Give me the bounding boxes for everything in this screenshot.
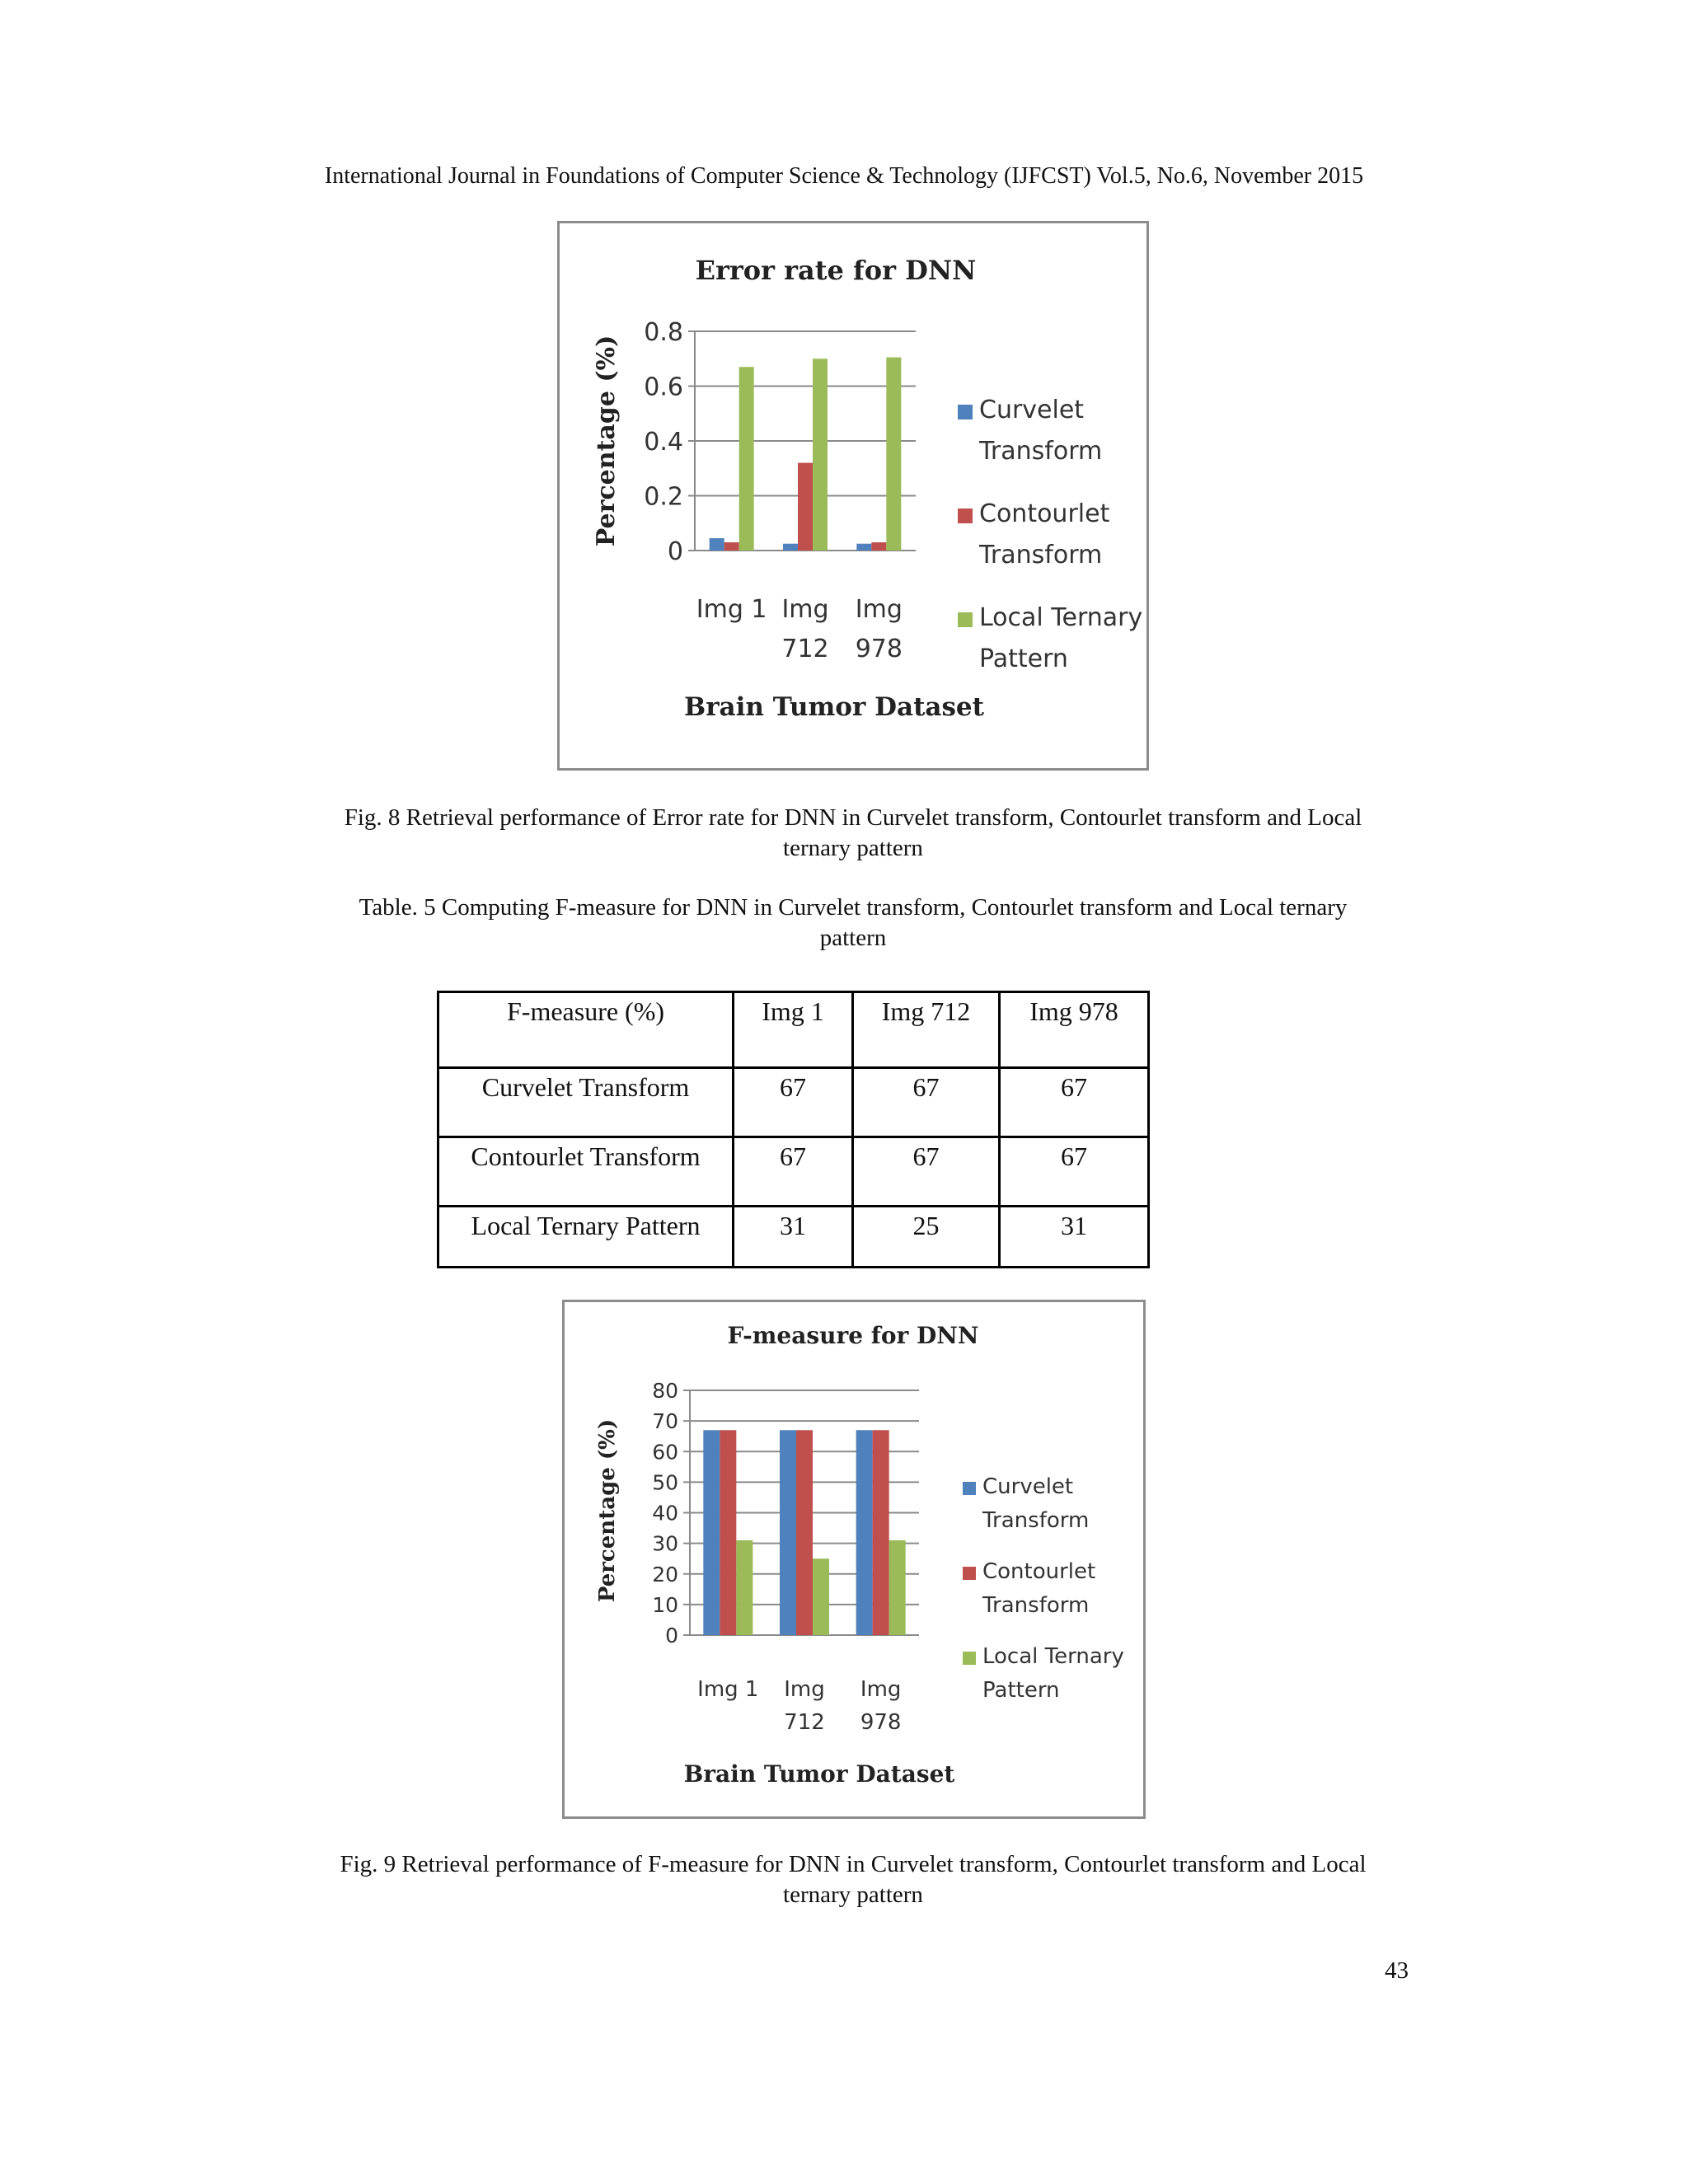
bar [724, 542, 739, 551]
legend-label: Transform [979, 437, 1103, 466]
y-tick-label: 80 [652, 1379, 678, 1403]
legend-label: Local Ternary [982, 1644, 1124, 1669]
bar [720, 1430, 736, 1635]
x-tick-label: 712 [784, 1710, 825, 1735]
x-tick-label: 978 [855, 635, 903, 663]
legend-swatch [958, 612, 973, 627]
figure-8-caption-line2: ternary pattern [783, 835, 923, 861]
y-tick-label: 40 [652, 1501, 678, 1526]
x-tick-label: 712 [781, 635, 829, 663]
table-cell: 67 [1000, 1068, 1149, 1137]
error-rate-chart-svg [560, 223, 1146, 768]
legend-label: Contourlet [979, 499, 1110, 528]
running-header: International Journal in Foundations of Computer Science & Technology (IJFCST) Vol.5, No.6, November 2015 [324, 163, 1364, 189]
y-axis-title: Percentage (%) [592, 335, 621, 547]
legend-label: Curvelet [982, 1474, 1074, 1499]
row-label-cell: Curvelet Transform [438, 1068, 734, 1137]
y-tick-label: 0.6 [644, 373, 683, 402]
table-cell: 67 [734, 1137, 853, 1207]
table-cell: 31 [1000, 1207, 1149, 1268]
legend-swatch [963, 1652, 976, 1665]
row-label-cell: Contourlet Transform [438, 1137, 734, 1207]
figure-9-chart [562, 1300, 1146, 1819]
bar [856, 544, 871, 551]
bar [813, 1558, 829, 1635]
bar [856, 1430, 873, 1635]
table-cell: 25 [853, 1207, 1000, 1268]
bar [703, 1430, 720, 1635]
bar [780, 1430, 796, 1635]
bar [873, 1430, 889, 1635]
table-header-row [438, 992, 1149, 1068]
table-row [438, 1137, 1149, 1207]
figure-9-caption-line2: ternary pattern [783, 1882, 923, 1908]
table-header-cell: Img 978 [1000, 992, 1149, 1068]
figure-9-caption [280, 1849, 1426, 1910]
x-tick-label: Img [855, 595, 903, 624]
y-tick-label: 50 [652, 1470, 678, 1495]
table-5-caption-line2: pattern [819, 925, 887, 951]
legend-swatch [963, 1567, 976, 1580]
figure-8-chart [557, 221, 1149, 771]
legend-swatch [958, 405, 973, 419]
bar [798, 463, 813, 551]
x-tick-label: Img [781, 595, 829, 624]
legend-label: Transform [982, 1508, 1090, 1533]
legend-label: Transform [982, 1593, 1090, 1618]
x-axis-title: Brain Tumor Dataset [683, 1760, 955, 1788]
y-tick-label: 70 [652, 1409, 678, 1434]
x-axis-title: Brain Tumor Dataset [684, 692, 984, 722]
figure-8-caption-line1: Fig. 8 Retrieval performance of Error rate for DNN in Curvelet transform, Contourlet transform and Local [344, 804, 1362, 831]
table-row [438, 1068, 1149, 1137]
row-label-cell: Local Ternary Pattern [438, 1207, 734, 1268]
legend-label: Contourlet [982, 1559, 1096, 1584]
y-tick-label: 20 [652, 1562, 678, 1586]
legend-label: Curvelet [979, 396, 1085, 424]
table-5-caption [280, 893, 1426, 954]
y-tick-label: 0 [665, 1624, 678, 1647]
table-cell: 31 [734, 1207, 853, 1268]
x-tick-label: Img [784, 1677, 825, 1702]
bar [889, 1540, 906, 1635]
legend-label: Pattern [982, 1678, 1060, 1703]
table-cell: 67 [1000, 1137, 1149, 1207]
figure-9-caption-line1: Fig. 9 Retrieval performance of F-measure for DNN in Curvelet transform, Contourlet transform and Local [340, 1851, 1367, 1877]
y-tick-label: 0 [667, 537, 683, 566]
y-tick-label: 60 [652, 1440, 678, 1465]
bar [886, 358, 901, 551]
bar [796, 1430, 813, 1635]
table-cell: 67 [853, 1068, 1000, 1137]
legend-swatch [958, 509, 973, 523]
table-header-cell: F-measure (%) [438, 992, 734, 1068]
bar [710, 538, 724, 551]
page-number: 43 [1385, 1957, 1409, 1984]
f-measure-table [437, 991, 1150, 1268]
chart-title: F-measure for DNN [727, 1322, 979, 1349]
bar [813, 359, 828, 551]
y-tick-label: 0.4 [644, 427, 683, 457]
y-tick-label: 30 [652, 1531, 678, 1556]
table-cell: 67 [853, 1137, 1000, 1207]
bar [736, 1540, 753, 1635]
legend-swatch [963, 1482, 976, 1495]
table-header-cell: Img 1 [734, 992, 853, 1068]
x-tick-label: 978 [860, 1710, 902, 1735]
f-measure-chart-svg [565, 1302, 1143, 1816]
bar [739, 367, 754, 551]
y-tick-label: 0.8 [644, 317, 683, 347]
y-tick-label: 0.2 [644, 482, 683, 512]
x-tick-label: Img [860, 1677, 902, 1702]
y-axis-title: Percentage (%) [595, 1418, 620, 1603]
table-row [438, 1207, 1149, 1268]
table-5-caption-line1: Table. 5 Computing F-measure for DNN in Curvelet transform, Contourlet transform and Local ternary [359, 894, 1348, 921]
x-tick-label: Img 1 [697, 1677, 759, 1702]
bar [871, 542, 886, 551]
table-header-cell: Img 712 [853, 992, 1000, 1068]
legend-label: Pattern [979, 644, 1068, 673]
legend-label: Local Ternary [979, 603, 1143, 632]
figure-8-caption [280, 803, 1426, 864]
table-cell: 67 [734, 1068, 853, 1137]
x-tick-label: Img 1 [696, 595, 767, 624]
chart-title: Error rate for DNN [695, 255, 977, 286]
legend-label: Transform [979, 541, 1103, 569]
y-tick-label: 10 [652, 1592, 678, 1617]
bar [783, 544, 798, 551]
